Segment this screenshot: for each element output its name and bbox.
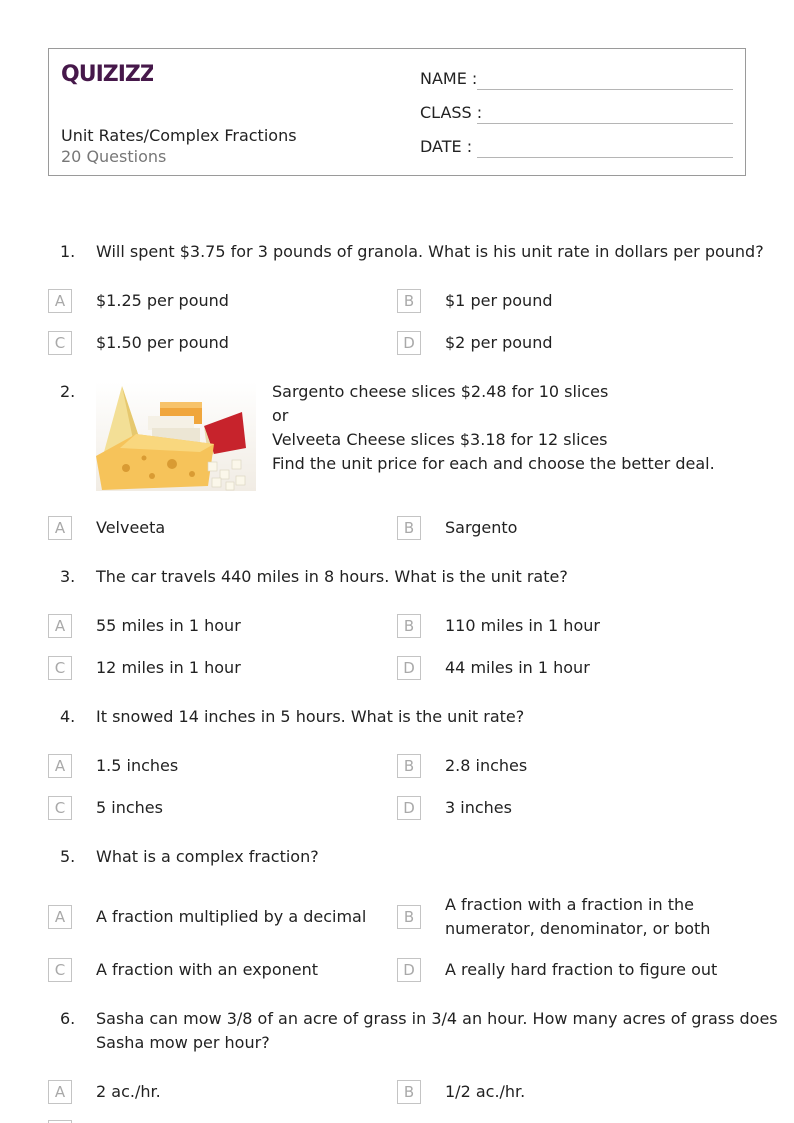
option-letter-box[interactable]: B: [397, 516, 421, 540]
worksheet-title: Unit Rates/Complex Fractions: [61, 126, 297, 145]
question-text: Will spent $3.75 for 3 pounds of granola. What is his unit rate in dollars per pound?: [96, 242, 764, 261]
option-letter-box[interactable]: A: [48, 614, 72, 638]
date-label: DATE :: [420, 137, 473, 156]
option-letter-box[interactable]: A: [48, 289, 72, 313]
question-text-line: Sargento cheese slices $2.48 for 10 slices: [272, 382, 609, 401]
question-text-line: Sasha can mow 3/8 of an acre of grass in 3/4 an hour. How many acres of grass does: [96, 1009, 778, 1028]
option-text[interactable]: $1.25 per pound: [96, 291, 229, 310]
option-text[interactable]: A really hard fraction to figure out: [445, 960, 718, 979]
question-number: 2.: [60, 382, 76, 401]
option-letter-box[interactable]: A: [48, 754, 72, 778]
question-text: It snowed 14 inches in 5 hours. What is the unit rate?: [96, 707, 525, 726]
option-letter-box[interactable]: B: [397, 289, 421, 313]
name-field-line[interactable]: [477, 89, 733, 90]
class-field-line[interactable]: [477, 123, 733, 124]
option-text[interactable]: Velveeta: [96, 518, 166, 537]
question-number: 5.: [60, 847, 76, 866]
option-text[interactable]: 2.8 inches: [445, 756, 528, 775]
option-text[interactable]: A fraction multiplied by a decimal: [96, 907, 367, 926]
option-letter-box[interactable]: D: [397, 796, 421, 820]
option-text[interactable]: 1.5 inches: [96, 756, 179, 775]
option-text[interactable]: 5 inches: [96, 798, 163, 817]
question-text: The car travels 440 miles in 8 hours. What is the unit rate?: [96, 567, 568, 586]
svg-text:QUIZIZZ: QUIZIZZ: [61, 62, 153, 87]
option-text[interactable]: [445, 893, 710, 941]
question-text: What is a complex fraction?: [96, 847, 319, 866]
option-text[interactable]: 3 inches: [445, 798, 512, 817]
option-text[interactable]: Sargento: [445, 518, 518, 537]
option-text-line: numerator, denominator, or both: [445, 919, 711, 938]
question-text-line: Find the unit price for each and choose the better deal.: [272, 454, 715, 473]
question-count: 20 Questions: [61, 147, 167, 166]
option-letter-box[interactable]: D: [397, 331, 421, 355]
quizizz-logo: [61, 59, 153, 93]
option-letter-box[interactable]: B: [397, 614, 421, 638]
option-letter-box[interactable]: C: [48, 656, 72, 680]
question-text: [96, 1007, 778, 1055]
option-text[interactable]: $1.50 per pound: [96, 333, 229, 352]
option-text[interactable]: $2 per pound: [445, 333, 553, 352]
option-text-line: A fraction with a fraction in the: [445, 895, 694, 914]
class-label: CLASS :: [420, 103, 483, 122]
option-letter-box[interactable]: C: [48, 331, 72, 355]
question-number: 4.: [60, 707, 76, 726]
question-number: 6.: [60, 1009, 76, 1028]
question-number: 1.: [60, 242, 76, 261]
name-label: NAME :: [420, 69, 478, 88]
option-text[interactable]: 2 ac./hr.: [96, 1082, 161, 1101]
option-letter-box[interactable]: A: [48, 1080, 72, 1104]
option-letter-box[interactable]: A: [48, 516, 72, 540]
question-text-line: Velveeta Cheese slices $3.18 for 12 slices: [272, 430, 608, 449]
option-text[interactable]: 44 miles in 1 hour: [445, 658, 590, 677]
option-text[interactable]: 12 miles in 1 hour: [96, 658, 241, 677]
cheese-photo: [96, 382, 256, 491]
option-letter-box[interactable]: C: [48, 796, 72, 820]
option-letter-box[interactable]: C: [48, 958, 72, 982]
option-text[interactable]: A fraction with an exponent: [96, 960, 319, 979]
option-letter-box[interactable]: B: [397, 754, 421, 778]
option-text[interactable]: 55 miles in 1 hour: [96, 616, 241, 635]
option-letter-box[interactable]: B: [397, 1080, 421, 1104]
option-letter-box[interactable]: B: [397, 905, 421, 929]
option-text[interactable]: 110 miles in 1 hour: [445, 616, 600, 635]
option-text[interactable]: 1/2 ac./hr.: [445, 1082, 526, 1101]
date-field-line[interactable]: [477, 157, 733, 158]
quizizz-logo-mark: [61, 59, 153, 87]
question-number: 3.: [60, 567, 76, 586]
option-text[interactable]: $1 per pound: [445, 291, 553, 310]
option-letter-box[interactable]: D: [397, 958, 421, 982]
option-letter-box[interactable]: D: [397, 656, 421, 680]
question-text-line: or: [272, 406, 289, 425]
option-letter-box[interactable]: A: [48, 905, 72, 929]
worksheet-header: [48, 48, 746, 176]
question-text-line: Sasha mow per hour?: [96, 1033, 270, 1052]
question-text: [272, 380, 715, 476]
